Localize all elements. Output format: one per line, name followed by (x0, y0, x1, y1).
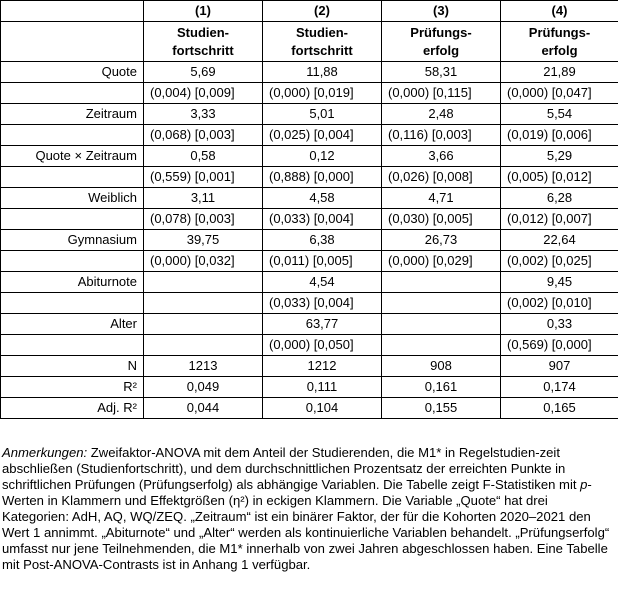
f-statistic-cell: 4,54 (263, 272, 382, 293)
f-statistic-cell: 3,66 (382, 146, 501, 167)
p-eta-cell: (0,004) [0,009] (144, 83, 263, 104)
p-value-row (1, 335, 618, 356)
p-eta-cell (382, 293, 501, 314)
p-eta-cell (144, 293, 263, 314)
p-eta-cell: (0,002) [0,025] (501, 251, 618, 272)
stat-value: 0,044 (144, 398, 263, 419)
f-statistic-cell: 2,48 (382, 104, 501, 125)
f-statistic-cell: 5,01 (263, 104, 382, 125)
p-value-row (1, 83, 618, 104)
f-statistic-cell: 39,75 (144, 230, 263, 251)
f-statistic-cell: 6,28 (501, 188, 618, 209)
p-eta-cell: (0,078) [0,003] (144, 209, 263, 230)
f-statistic-cell: 0,12 (263, 146, 382, 167)
f-statistic-cell: 5,29 (501, 146, 618, 167)
f-statistic-cell: 21,89 (501, 62, 618, 83)
p-value-row (1, 167, 618, 188)
stat-value: 907 (501, 356, 618, 377)
stat-value: 0,104 (263, 398, 382, 419)
table-notes (2, 445, 614, 573)
f-statistic-cell: 63,77 (263, 314, 382, 335)
p-eta-cell: (0,002) [0,010] (501, 293, 618, 314)
p-eta-cell: (0,000) [0,047] (501, 83, 618, 104)
stat-row (1, 398, 618, 419)
corner-cell (1, 22, 144, 62)
stat-label: N (1, 356, 144, 377)
p-eta-cell: (0,025) [0,004] (263, 125, 382, 146)
stat-value: 1212 (263, 356, 382, 377)
p-eta-cell: (0,033) [0,004] (263, 293, 382, 314)
f-statistic-cell: 9,45 (501, 272, 618, 293)
stat-value: 0,165 (501, 398, 618, 419)
p-value-row (1, 293, 618, 314)
column-number: (4) (501, 1, 618, 22)
row-label-empty (1, 83, 144, 104)
column-number: (1) (144, 1, 263, 22)
row-label-empty (1, 335, 144, 356)
p-eta-cell: (0,005) [0,012] (501, 167, 618, 188)
f-statistic-cell: 22,64 (501, 230, 618, 251)
p-value-row (1, 251, 618, 272)
variable-row (1, 104, 618, 125)
stat-label: R² (1, 377, 144, 398)
variable-row (1, 62, 618, 83)
f-statistic-cell (144, 272, 263, 293)
variable-row (1, 146, 618, 167)
f-statistic-cell: 0,58 (144, 146, 263, 167)
p-eta-cell: (0,000) [0,019] (263, 83, 382, 104)
column-label: Prüfungs- erfolg (501, 22, 618, 62)
p-eta-cell: (0,011) [0,005] (263, 251, 382, 272)
p-eta-cell: (0,000) [0,115] (382, 83, 501, 104)
f-statistic-cell: 6,38 (263, 230, 382, 251)
p-eta-cell: (0,000) [0,050] (263, 335, 382, 356)
stat-row (1, 356, 618, 377)
p-eta-cell: (0,033) [0,004] (263, 209, 382, 230)
f-statistic-cell: 11,88 (263, 62, 382, 83)
row-label-empty (1, 209, 144, 230)
stat-value: 0,155 (382, 398, 501, 419)
p-eta-cell: (0,116) [0,003] (382, 125, 501, 146)
f-statistic-cell: 4,71 (382, 188, 501, 209)
p-eta-cell: (0,000) [0,032] (144, 251, 263, 272)
stat-value: 0,161 (382, 377, 501, 398)
p-value-row (1, 209, 618, 230)
p-eta-cell: (0,012) [0,007] (501, 209, 618, 230)
table-body (1, 62, 618, 419)
p-eta-cell: (0,019) [0,006] (501, 125, 618, 146)
corner-cell (1, 1, 144, 22)
f-statistic-cell: 5,69 (144, 62, 263, 83)
row-label: Quote × Zeitraum (1, 146, 144, 167)
column-number-row (1, 1, 618, 22)
row-label: Zeitraum (1, 104, 144, 125)
f-statistic-cell: 26,73 (382, 230, 501, 251)
row-label: Quote (1, 62, 144, 83)
p-eta-cell: (0,026) [0,008] (382, 167, 501, 188)
p-eta-cell: (0,559) [0,001] (144, 167, 263, 188)
p-eta-cell (144, 335, 263, 356)
f-statistic-cell (382, 314, 501, 335)
row-label: Gymnasium (1, 230, 144, 251)
stat-label: Adj. R² (1, 398, 144, 419)
column-label: Studien- fortschritt (144, 22, 263, 62)
p-eta-cell (382, 335, 501, 356)
p-value-row (1, 125, 618, 146)
stat-value: 908 (382, 356, 501, 377)
stat-value: 1213 (144, 356, 263, 377)
f-statistic-cell (144, 314, 263, 335)
row-label-empty (1, 125, 144, 146)
p-eta-cell: (0,068) [0,003] (144, 125, 263, 146)
f-statistic-cell: 4,58 (263, 188, 382, 209)
column-label-row (1, 22, 618, 62)
row-label-empty (1, 167, 144, 188)
variable-row (1, 314, 618, 335)
f-statistic-cell (382, 272, 501, 293)
stat-value: 0,111 (263, 377, 382, 398)
notes-p-symbol: p (580, 477, 588, 492)
f-statistic-cell: 3,33 (144, 104, 263, 125)
stat-row (1, 377, 618, 398)
row-label-empty (1, 251, 144, 272)
p-eta-cell: (0,569) [0,000] (501, 335, 618, 356)
column-number: (3) (382, 1, 501, 22)
row-label: Alter (1, 314, 144, 335)
p-eta-cell: (0,030) [0,005] (382, 209, 501, 230)
notes-text: Zweifaktor-ANOVA mit dem Anteil der Studierenden, die M1* in Regelstudien-zeit abschließen (Studienfortschritt), und dem durchschnittlichen Prozentsatz der erreichten Punkte in schriftlichen Prüfungen (Prüfungserfolg) als abhängige Variablen. Die Tabelle zeigt F-Statistiken mit (2, 445, 581, 492)
p-eta-cell: (0,888) [0,000] (263, 167, 382, 188)
variable-row (1, 272, 618, 293)
row-label: Abiturnote (1, 272, 144, 293)
stat-value: 0,049 (144, 377, 263, 398)
f-statistic-cell: 58,31 (382, 62, 501, 83)
row-label: Weiblich (1, 188, 144, 209)
variable-row (1, 230, 618, 251)
column-number: (2) (263, 1, 382, 22)
row-label-empty (1, 293, 144, 314)
notes-text-continued: -Werten in Klammern und Effektgrößen (η²) in eckigen Klammern. Die Variable „Quote“ hat drei Kategorien: AdH, AQ, WQ/ZEQ. „Zeitraum“ ist ein binärer Faktor, der für die Kohorten 2020–2021 den Wert 1 annimmt. „Abiturnote“ und „Alter“ werden als kontinuierliche Variablen behandelt. „Prüfungserfolg“ umfasst nur jene Teilnehmenden, die M1* innerhalb von zwei Jahren abgeschlossen haben. Eine Tabelle mit Post-ANOVA-Contrasts ist in Anhang 1 verfügbar. (2, 477, 610, 572)
f-statistic-cell: 5,54 (501, 104, 618, 125)
column-label: Studien- fortschritt (263, 22, 382, 62)
variable-row (1, 188, 618, 209)
p-eta-cell: (0,000) [0,029] (382, 251, 501, 272)
notes-lead: Anmerkungen: (2, 445, 88, 460)
f-statistic-cell: 3,11 (144, 188, 263, 209)
stat-value: 0,174 (501, 377, 618, 398)
column-label: Prüfungs- erfolg (382, 22, 501, 62)
f-statistic-cell: 0,33 (501, 314, 618, 335)
